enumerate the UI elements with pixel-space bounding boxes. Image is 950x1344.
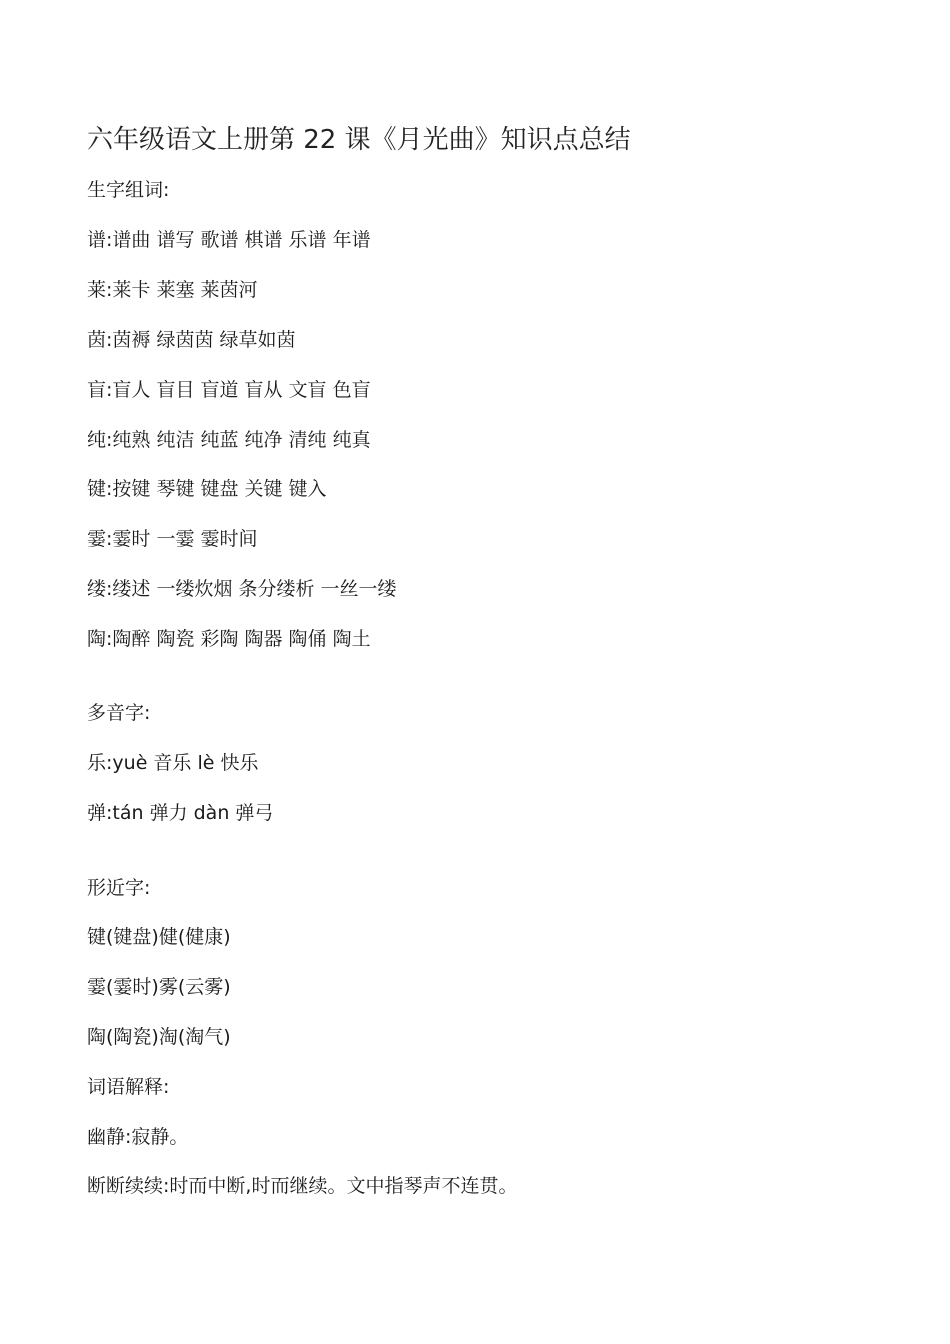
vocab-line: 纯:纯熟 纯洁 纯蓝 纯净 清纯 纯真 [87, 429, 371, 451]
explanation-line: 幽静:寂静。 [87, 1126, 189, 1148]
section-heading-explanation: 词语解释: [87, 1076, 170, 1098]
vocab-line: 键:按键 琴键 键盘 关键 键入 [87, 478, 327, 500]
vocab-line: 莱:莱卡 莱塞 莱茵河 [87, 279, 258, 301]
document-title: 六年级语文上册第 22 课《月光曲》知识点总结 [87, 125, 631, 155]
vocab-line: 霎:霎时 一霎 霎时间 [87, 528, 258, 550]
vocab-line: 盲:盲人 盲目 盲道 盲从 文盲 色盲 [87, 379, 371, 401]
section-heading-vocab: 生字组词: [87, 179, 170, 201]
similar-line: 霎(霎时)雾(云雾) [87, 976, 231, 998]
similar-line: 陶(陶瓷)淘(淘气) [87, 1026, 231, 1048]
vocab-line: 缕:缕述 一缕炊烟 条分缕析 一丝一缕 [87, 578, 397, 600]
vocab-line: 茵:茵褥 绿茵茵 绿草如茵 [87, 329, 296, 351]
similar-line: 键(键盘)健(健康) [87, 926, 231, 948]
polyphonic-line: 弹:tán 弹力 dàn 弹弓 [87, 802, 274, 824]
explanation-line: 断断续续:时而中断,时而继续。文中指琴声不连贯。 [87, 1175, 518, 1197]
section-heading-polyphonic: 多音字: [87, 702, 151, 724]
section-heading-similar: 形近字: [87, 877, 151, 899]
vocab-line: 陶:陶醉 陶瓷 彩陶 陶器 陶俑 陶土 [87, 628, 371, 650]
vocab-line: 谱:谱曲 谱写 歌谱 棋谱 乐谱 年谱 [87, 229, 371, 251]
polyphonic-line: 乐:yuè 音乐 lè 快乐 [87, 752, 259, 774]
